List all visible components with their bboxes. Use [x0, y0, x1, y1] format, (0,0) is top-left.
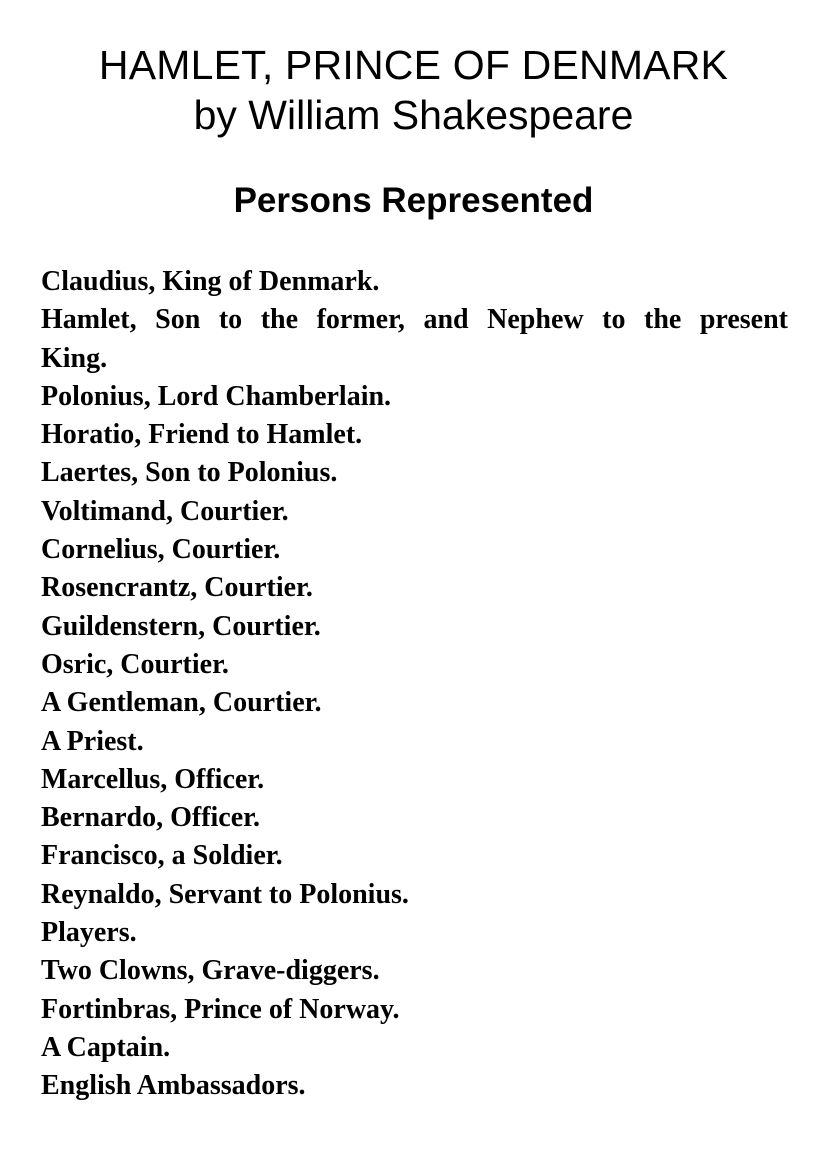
person-entry: Francisco, a Soldier.	[41, 840, 283, 872]
persons-list	[41, 263, 788, 1106]
person-entry: Laertes, Son to Polonius.	[41, 457, 338, 489]
person-entry: Bernardo, Officer.	[41, 802, 261, 834]
section-heading: Persons Represented	[233, 181, 594, 220]
person-entry: Polonius, Lord Chamberlain.	[41, 380, 392, 412]
person-entry: Horatio, Friend to Hamlet.	[41, 419, 363, 451]
document-byline: by William Shakespeare	[193, 92, 634, 138]
person-entry: Voltimand, Courtier.	[41, 495, 289, 527]
person-entry: A Captain.	[41, 1031, 171, 1063]
person-entry: Players.	[41, 917, 137, 949]
person-entry: Marcellus, Officer.	[41, 763, 265, 795]
person-entry: Cornelius, Courtier.	[41, 534, 281, 566]
person-entry: Reynaldo, Servant to Polonius.	[41, 878, 409, 910]
person-entry: Claudius, King of Denmark.	[41, 266, 380, 297]
person-entry: Guildenstern, Courtier.	[41, 610, 321, 642]
person-entry: Hamlet, Son to the former, and Nephew to the present King.	[41, 304, 788, 374]
person-entry: Osric, Courtier.	[41, 648, 229, 680]
person-entry: Rosencrantz, Courtier.	[41, 572, 313, 604]
document-title: HAMLET, PRINCE OF DENMARK	[98, 42, 729, 88]
person-entry: Two Clowns, Grave-diggers.	[41, 955, 380, 987]
person-entry: A Gentleman, Courtier.	[41, 687, 322, 719]
person-entry: Fortinbras, Prince of Norway.	[41, 993, 400, 1025]
person-entry: A Priest.	[41, 725, 144, 757]
person-entry: English Ambassadors.	[41, 1070, 306, 1102]
